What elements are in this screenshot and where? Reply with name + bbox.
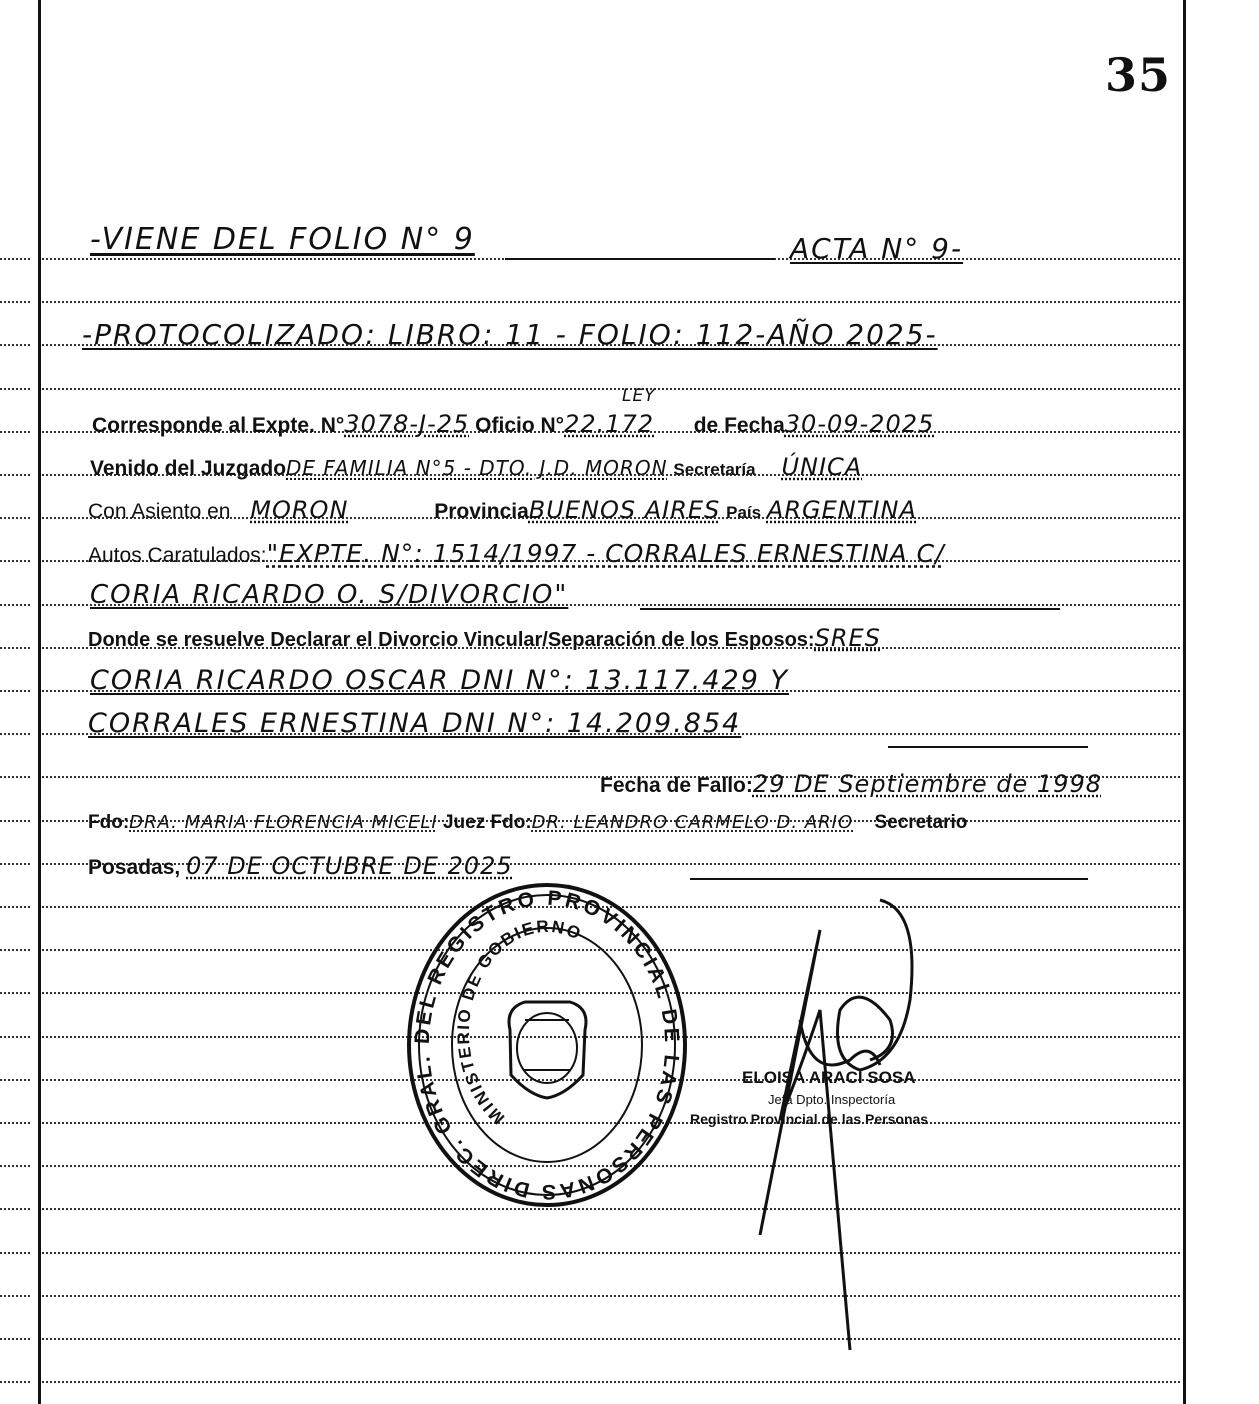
fdo-label: Fdo: <box>88 812 130 833</box>
margin-dots <box>0 1165 30 1167</box>
secretaria-value: ÚNICA <box>781 453 863 481</box>
autos-value-2: CORIA RICARDO O. S/DIVORCIO" <box>90 580 569 610</box>
asiento-value: MORON <box>250 496 349 524</box>
svg-text:MINISTERIO DE GOBIERNO <box>454 917 585 1128</box>
esposo-2: CORRALES ERNESTINA DNI N°: 14.209.854 <box>88 708 742 739</box>
margin-dots <box>0 1122 30 1124</box>
ruled-line <box>42 388 1180 390</box>
autos-underline <box>640 608 1060 610</box>
ruled-line <box>42 1338 1180 1340</box>
secretario-value: DR. LEANDRO CARMELO D. ARIO <box>531 812 854 833</box>
juez-label: Juez <box>442 812 486 833</box>
margin-dots <box>0 604 30 606</box>
margin-dots <box>0 1381 30 1383</box>
ruled-line <box>42 301 1180 303</box>
ruled-line <box>42 1295 1180 1297</box>
fecha-fallo-value: 29 DE Septiembre de 1998 <box>752 770 1102 798</box>
juez-value: DRA. MARIA FLORENCIA MICELI <box>129 812 438 833</box>
corresponde-label: Corresponde al Expte. N° <box>92 414 345 437</box>
fdo2-label: Fdo: <box>490 812 532 833</box>
margin-dots <box>0 863 30 865</box>
seal-inner-text: MINISTERIO DE GOBIERNO <box>453 916 586 1128</box>
fecha-fallo-label: Fecha de Fallo: <box>600 774 753 797</box>
signer-name: ELOISA ARACI SOSA <box>742 1068 916 1087</box>
pais-label: País <box>726 503 762 522</box>
page-number: 35 <box>1104 48 1171 102</box>
provincia-label: Provincia <box>434 500 529 523</box>
margin-dots <box>0 344 30 346</box>
signer-title: Jefa Dpto. Inspectoría <box>768 1092 896 1107</box>
esposo-2-underline <box>888 746 1088 748</box>
seal-emblem-icon <box>509 1002 586 1098</box>
right-margin-rule <box>1183 0 1186 1404</box>
oficio-label: Oficio N° <box>475 414 565 437</box>
signer-org: Registro Provincial de las Personas <box>690 1111 929 1127</box>
margin-dots <box>0 776 30 778</box>
secretaria-label: Secretaría <box>673 460 756 479</box>
juzgado-value: DE FAMILIA N°5 - DTO. J.D. MORON <box>286 456 668 480</box>
expte-value: 3078-J-25 <box>344 410 470 438</box>
handwritten-signature <box>740 890 960 1390</box>
margin-dots <box>0 474 30 476</box>
resuelve-row <box>88 624 881 652</box>
oficio-value: 22.172 <box>564 410 655 438</box>
resuelve-value: SRES <box>814 624 881 652</box>
margin-dots <box>0 517 30 519</box>
protocolizado-line: -PROTOCOLIZADO: LIBRO: 11 - FOLIO: 112-AÑO 2025- <box>82 318 938 351</box>
viene-del-folio: -VIENE DEL FOLIO N° 9 <box>90 222 475 257</box>
posadas-value: 07 DE OCTUBRE DE 2025 <box>186 852 513 880</box>
ruled-line <box>42 1252 1180 1254</box>
posadas-label: Posadas, <box>88 856 181 879</box>
autos-label: Autos Caratulados: <box>88 544 267 567</box>
corresponde-row <box>92 410 934 438</box>
margin-dots <box>0 690 30 692</box>
margin-dots <box>0 1295 30 1297</box>
asiento-label: Con Asiento en <box>88 500 231 523</box>
seal-outer-text: DIREC. GRAL. DEL REGISTRO PROVINCIAL DE LAS PERSONAS <box>410 886 684 1204</box>
margin-dots <box>0 560 30 562</box>
margin-dots <box>0 1252 30 1254</box>
asiento-row <box>88 496 917 524</box>
ley-note: LEY <box>622 386 656 406</box>
margin-dots <box>0 1338 30 1340</box>
fecha-label: de Fecha <box>693 414 785 437</box>
pais-value: ARGENTINA <box>766 496 917 524</box>
margin-dots <box>0 388 30 390</box>
left-margin-rule <box>38 0 41 1404</box>
ruled-line <box>42 1381 1180 1383</box>
margin-dots <box>0 1079 30 1081</box>
secretario-label: Secretario <box>874 812 968 833</box>
margin-dots <box>0 992 30 994</box>
official-seal <box>405 880 690 1210</box>
margin-dots <box>0 949 30 951</box>
margin-dots <box>0 258 30 260</box>
margin-dots <box>0 1208 30 1210</box>
margin-dots <box>0 906 30 908</box>
venido-label: Venido del Juzgado <box>90 457 287 480</box>
posadas-underline <box>690 878 1088 880</box>
autos-value-1: "EXPTE. N°: 1514/1997 - CORRALES ERNESTINA C/ <box>266 539 945 568</box>
esposo-1: CORIA RICARDO OSCAR DNI N°: 13.117.429 Y <box>90 665 789 696</box>
autos-row <box>88 539 945 568</box>
margin-dots <box>0 1036 30 1038</box>
margin-dots <box>0 733 30 735</box>
posadas-row <box>88 852 513 880</box>
firmas-row <box>88 812 967 834</box>
margin-dots <box>0 647 30 649</box>
resuelve-label: Donde se resuelve Declarar el Divorcio Vincular/Separación de los Esposos: <box>88 629 815 651</box>
provincia-value: BUENOS AIRES <box>528 496 721 524</box>
venido-row <box>90 453 862 481</box>
margin-dots <box>0 431 30 433</box>
acta-number: ACTA N° 9- <box>790 232 964 265</box>
margin-dots <box>0 301 30 303</box>
margin-dots <box>0 820 30 822</box>
fecha-value: 30-09-2025 <box>784 410 935 438</box>
fallo-row <box>600 770 1102 798</box>
blank-underline <box>505 258 775 260</box>
